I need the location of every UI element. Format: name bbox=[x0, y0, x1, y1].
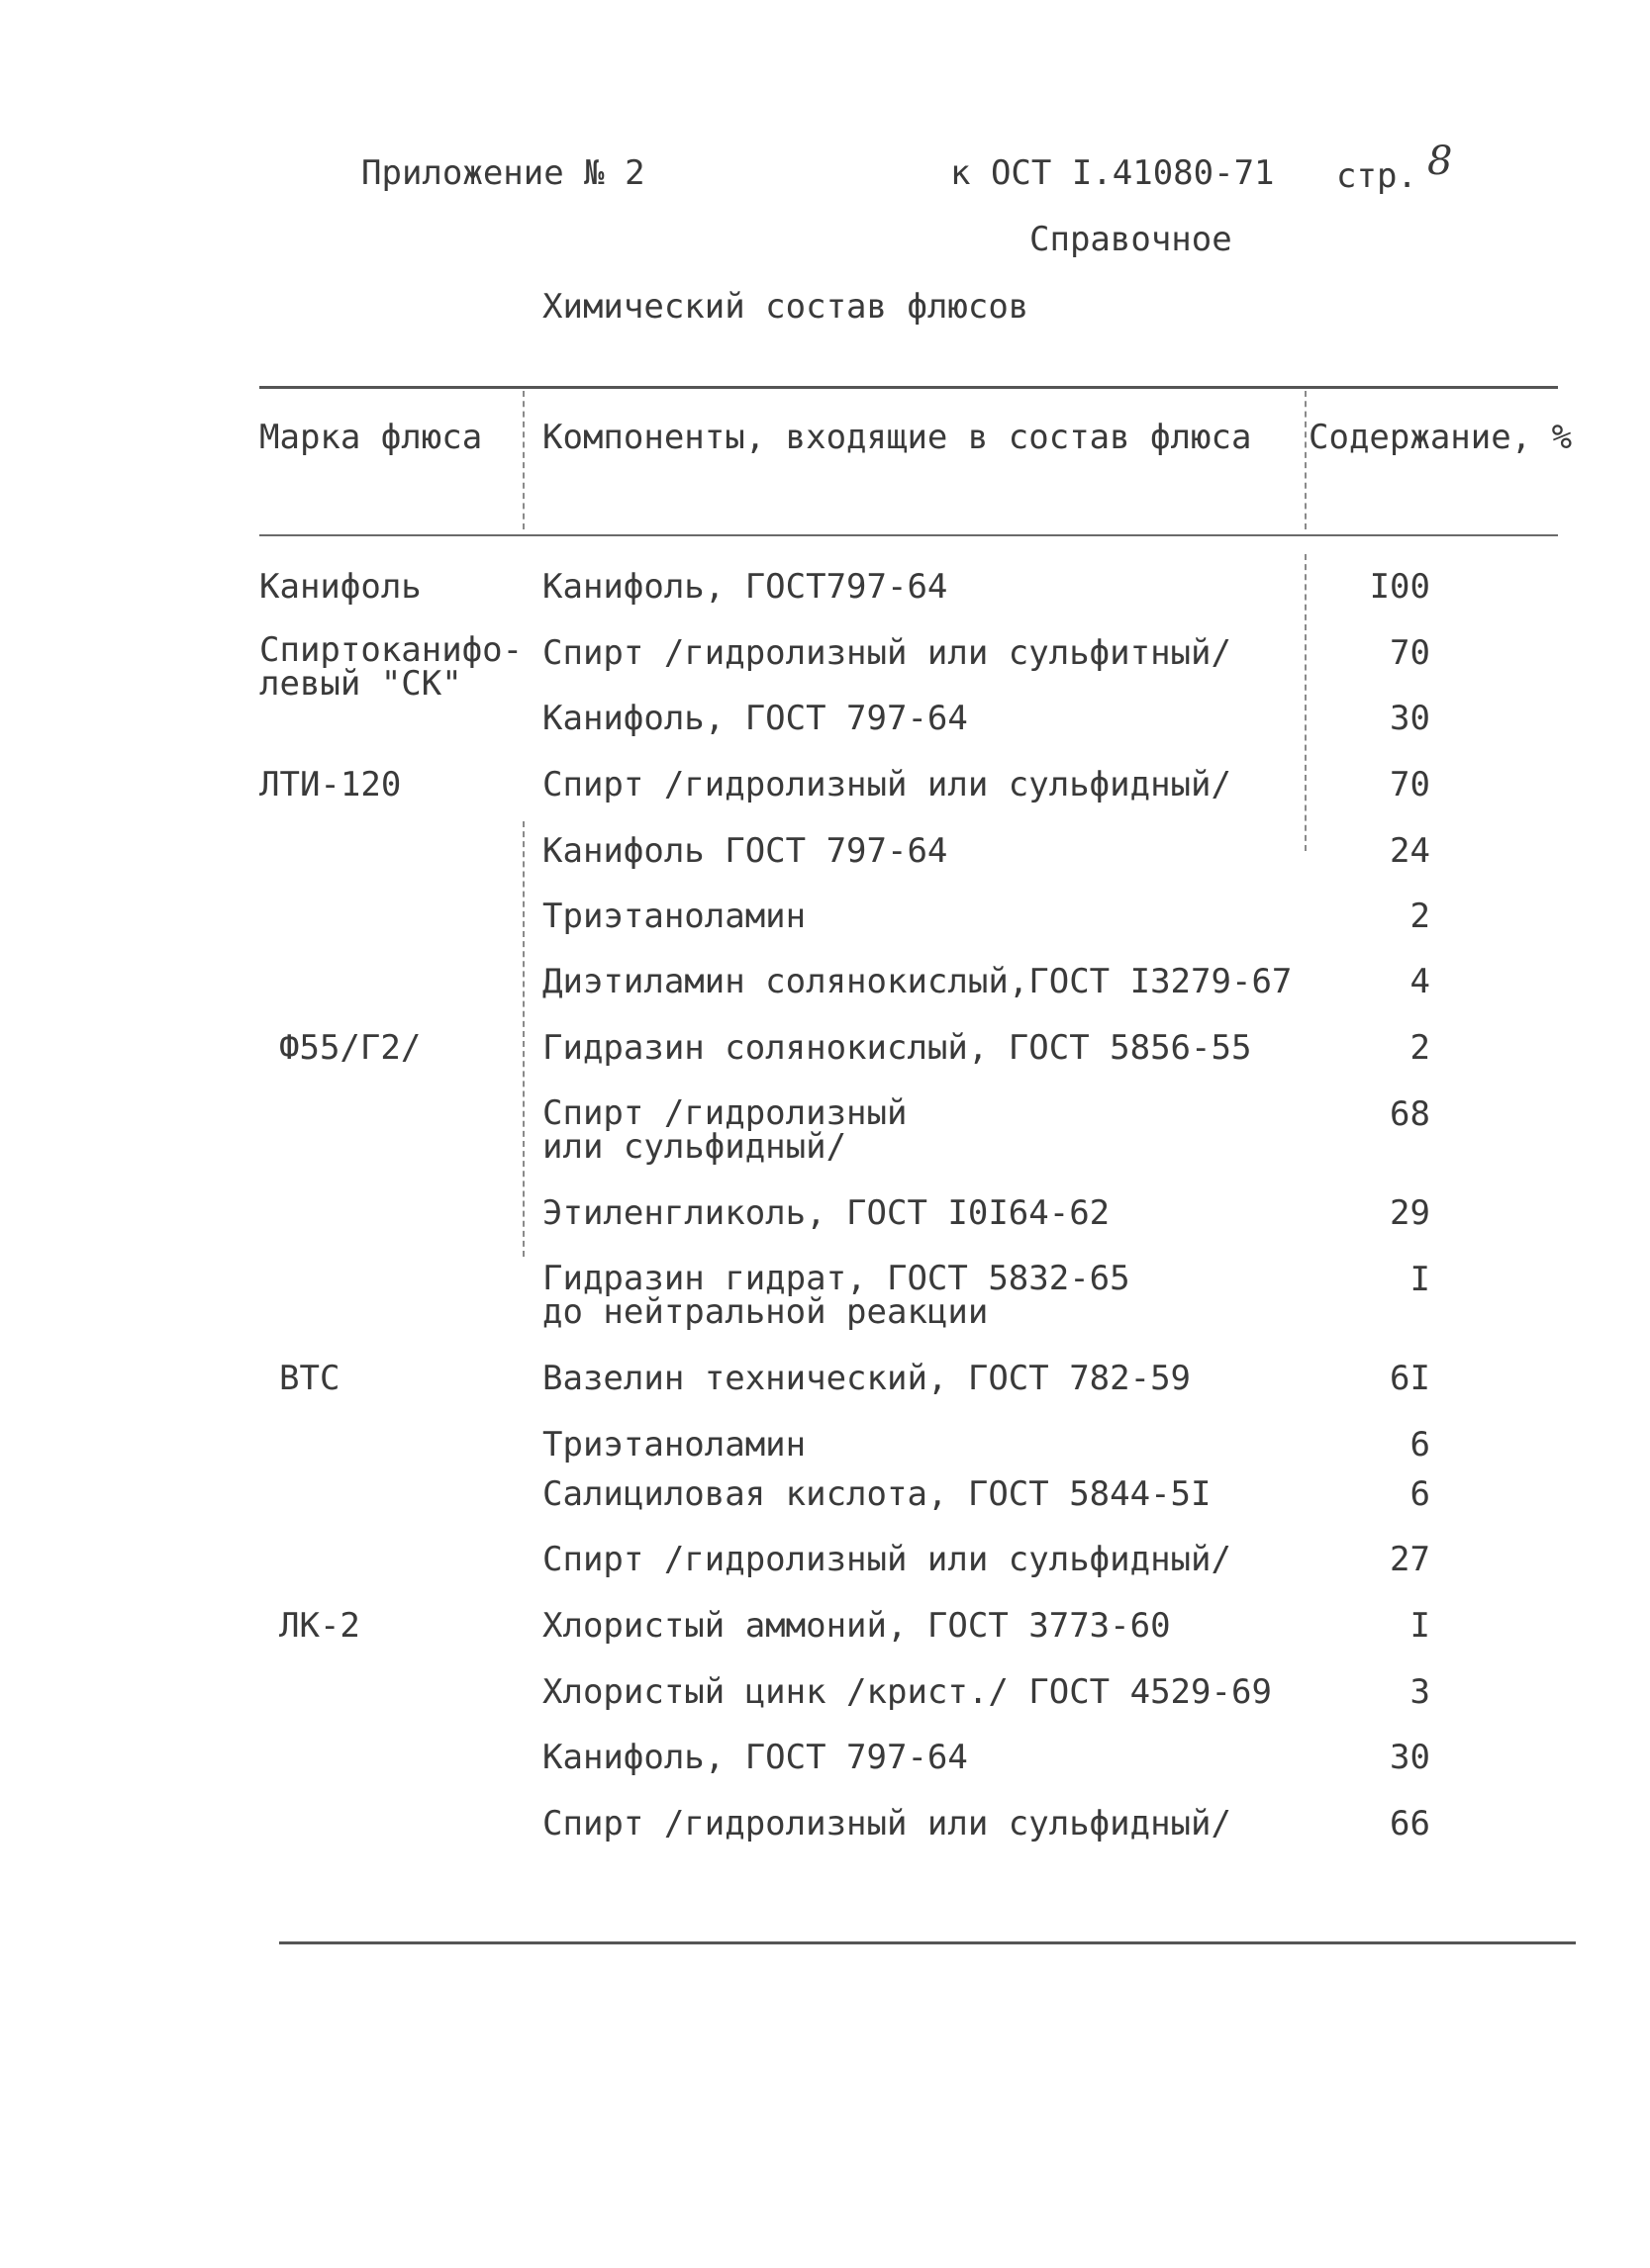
table-row-component: Триэтаноламин bbox=[542, 897, 807, 936]
document-title: Химический состав флюсов bbox=[542, 287, 1029, 327]
table-row-component: Спирт /гидролизный или сульфидный/ bbox=[542, 765, 1231, 804]
table-row-content: 30 bbox=[1390, 699, 1430, 738]
table-row-content: 2 bbox=[1409, 1028, 1430, 1068]
table-header-rule bbox=[259, 534, 1558, 536]
table-row-component: Спирт /гидролизный или сульфидный/ bbox=[542, 1804, 1231, 1843]
table-row-component: Спирт /гидролизный или сульфитный/ bbox=[542, 633, 1231, 673]
table-row-component: Диэтиламин солянокислый,ГОСТ I3279-67 bbox=[542, 962, 1293, 1001]
standard-reference: к ОСТ I.41080-71 bbox=[950, 153, 1275, 193]
table-row-component: Канифоль, ГОСТ 797-64 bbox=[542, 699, 968, 738]
column-divider-1 bbox=[523, 391, 525, 529]
table-row-component: Триэтаноламин bbox=[542, 1425, 807, 1465]
table-row-brand: ВТС bbox=[279, 1359, 340, 1398]
table-row-content: 30 bbox=[1390, 1738, 1430, 1777]
table-row-content: 68 bbox=[1390, 1094, 1430, 1134]
table-row-content: I bbox=[1409, 1260, 1430, 1299]
column-divider-2-body bbox=[1305, 554, 1307, 851]
table-row-content: 2 bbox=[1409, 897, 1430, 936]
table-row-content: I00 bbox=[1369, 567, 1430, 607]
appendix-label: Приложение № 2 bbox=[361, 153, 645, 193]
column-divider-2 bbox=[1305, 391, 1307, 529]
column-header-components: Компоненты, входящие в состав флюса bbox=[542, 418, 1252, 457]
table-row-content: 70 bbox=[1390, 633, 1430, 673]
table-row-content: 66 bbox=[1390, 1804, 1430, 1843]
table-row-component: Салициловая кислота, ГОСТ 5844-5I bbox=[542, 1474, 1212, 1514]
table-row-content: 70 bbox=[1390, 765, 1430, 804]
table-row-component: Гидразин солянокислый, ГОСТ 5856-55 bbox=[542, 1028, 1252, 1068]
table-row-brand: ЛТИ-120 bbox=[259, 765, 402, 804]
reference-note: Справочное bbox=[1029, 220, 1232, 259]
table-row-component: Этиленгликоль, ГОСТ I0I64-62 bbox=[542, 1193, 1111, 1233]
table-row-component: Канифоль ГОСТ 797-64 bbox=[542, 831, 948, 871]
table-top-rule bbox=[259, 386, 1558, 389]
column-divider-1-body bbox=[523, 821, 525, 1257]
table-row-brand: ЛК-2 bbox=[279, 1606, 360, 1646]
page-label: стр. bbox=[1336, 156, 1417, 196]
table-row-component: Канифоль, ГОСТ 797-64 bbox=[542, 1738, 968, 1777]
table-row-component: Вазелин технический, ГОСТ 782-59 bbox=[542, 1359, 1192, 1398]
table-row-content: 4 bbox=[1409, 962, 1430, 1001]
table-row-component: Спирт /гидролизный или сульфидный/ bbox=[542, 1540, 1231, 1579]
table-row-content: 3 bbox=[1409, 1672, 1430, 1712]
table-row-component: Гидразин гидрат, ГОСТ 5832-65 до нейтральной реакции bbox=[542, 1259, 1130, 1332]
table-row-content: 6I bbox=[1390, 1359, 1430, 1398]
column-header-content: Содержание, % bbox=[1309, 418, 1573, 457]
table-row-component: Хлористый аммоний, ГОСТ 3773-60 bbox=[542, 1606, 1171, 1646]
table-row-brand: Ф55/Г2/ bbox=[279, 1028, 422, 1068]
column-header-brand: Марка флюса bbox=[259, 418, 483, 457]
table-bottom-rule bbox=[279, 1941, 1576, 1944]
table-row-component: Канифоль, ГОСТ797-64 bbox=[542, 567, 948, 607]
table-row-content: 24 bbox=[1390, 831, 1430, 871]
table-row-brand: Канифоль bbox=[259, 567, 422, 607]
table-row-component: Спирт /гидролизный или сульфидный/ bbox=[542, 1093, 908, 1167]
table-row-content: 6 bbox=[1409, 1474, 1430, 1514]
table-row-content: 6 bbox=[1409, 1425, 1430, 1465]
table-row-content: 27 bbox=[1390, 1540, 1430, 1579]
table-row-content: 29 bbox=[1390, 1193, 1430, 1233]
table-row-content: I bbox=[1409, 1606, 1430, 1646]
page-number: 8 bbox=[1427, 139, 1453, 184]
table-row-component: Хлористый цинк /крист./ ГОСТ 4529-69 bbox=[542, 1672, 1272, 1712]
table-row-brand: Спиртоканифо- левый "СК" bbox=[259, 630, 524, 704]
